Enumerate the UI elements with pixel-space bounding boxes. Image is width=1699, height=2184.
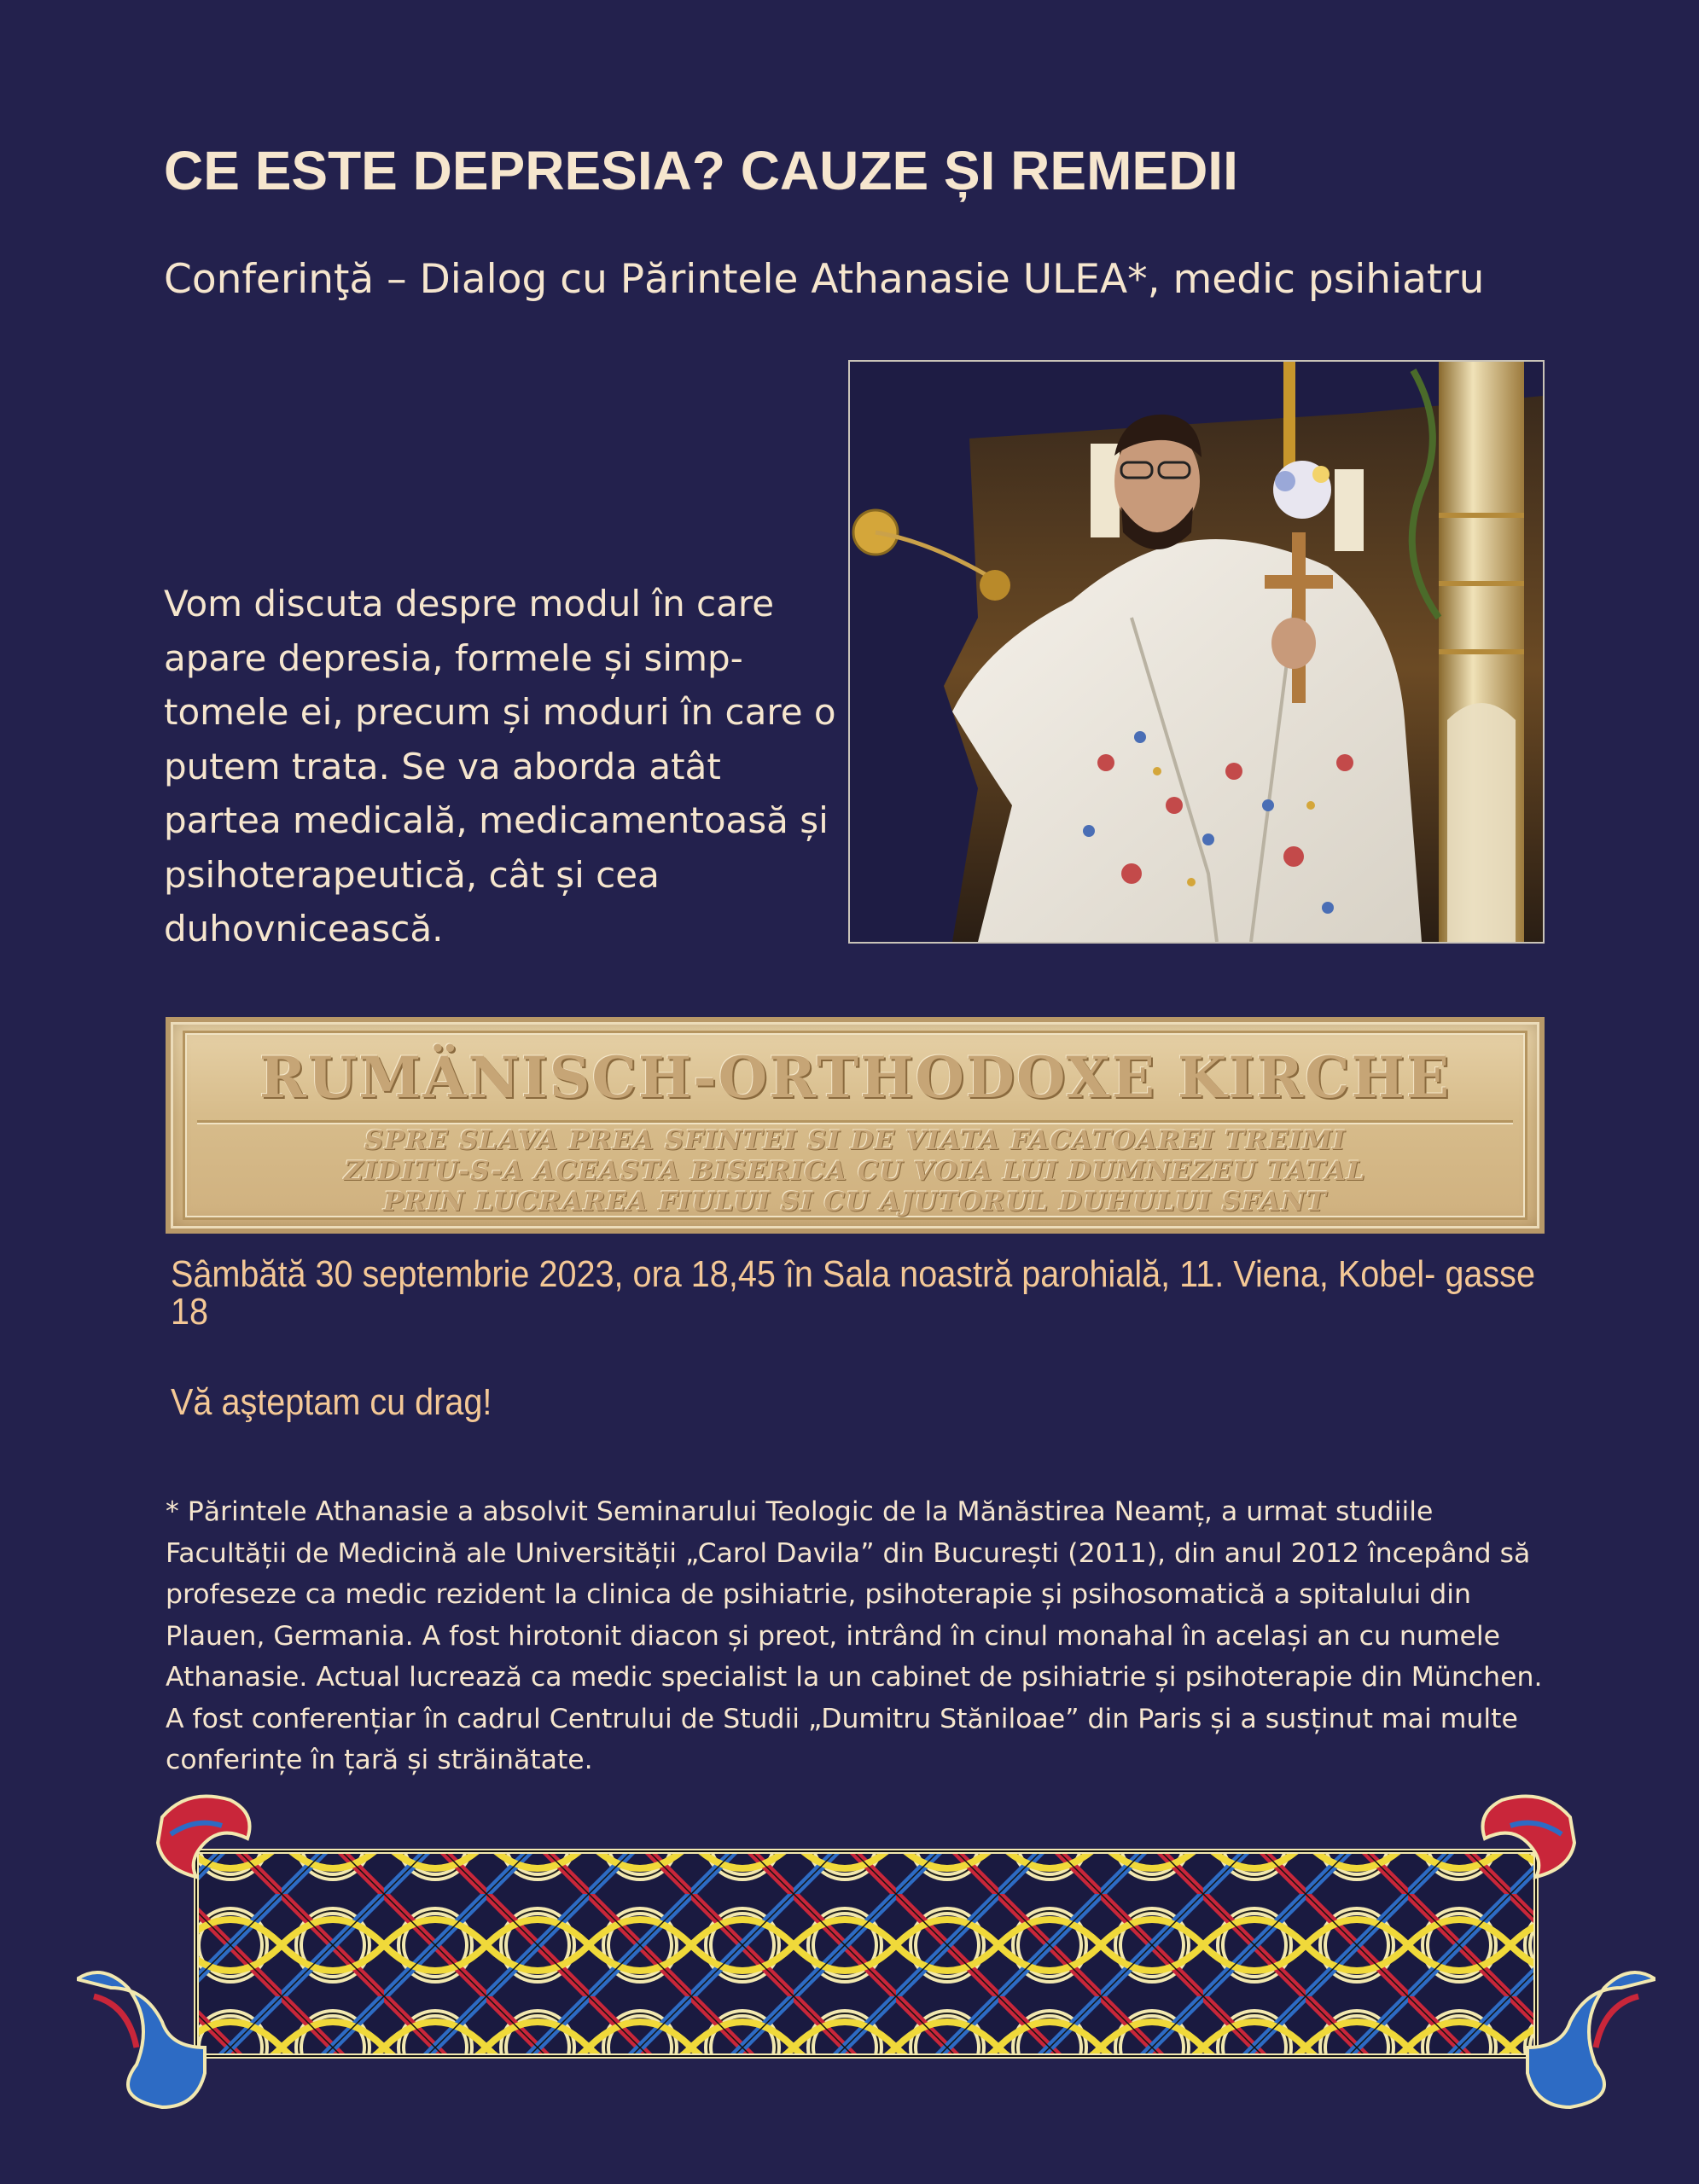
plaque-divider xyxy=(197,1120,1513,1123)
poster-title: CE ESTE DEPRESIA? CAUZE ȘI REMEDII xyxy=(164,140,1238,201)
priest-photo-illustration xyxy=(850,362,1543,942)
poster-subtitle: Conferinţă – Dialog cu Părintele Athanasie ULEA*, medic psihiatru xyxy=(164,256,1485,303)
ornament-illustration xyxy=(77,1792,1655,2116)
celtic-knot-ornament xyxy=(77,1792,1655,2119)
plaque-line: ZIDITU-S-A ACEASTA BISERICA CU VOIA LUI DUMNEZEU TATAL xyxy=(344,1156,1366,1187)
plaque-title: RUMÄNISCH-ORTHODOXE KIRCHE xyxy=(259,1044,1452,1111)
event-details: Sâmbătă 30 septembrie 2023, ora 18,45 în Sala noastră parohială, 11. Viena, Kobel- gasse 18 xyxy=(171,1253,1536,1333)
plaque-line: SPRE SLAVA PREA SFINTEI SI DE VIATA FACATOAREI TREIMI xyxy=(364,1125,1347,1156)
priest-photo xyxy=(848,360,1545,944)
intro-paragraph: Vom discuta despre modul în care apare depresia, formele și simp- tomele ei, precum și moduri în care o putem trata. Se va aborda atât partea medicală, medicamentoasă și psihoterapeutică, cât și cea duhovnicească. xyxy=(164,583,836,950)
plaque-frame xyxy=(183,1031,1527,1220)
closing-line: Vă aşteptam cu drag! xyxy=(171,1381,492,1423)
plaque-line: PRIN LUCRAREA FIULUI SI CU AJUTORUL DUHULUI SFANT xyxy=(383,1187,1327,1217)
footnote-bio: * Părintele Athanasie a absolvit Seminarului Teologic de la Mănăstirea Neamț, a urmat studiile Facultății de Medicină ale Universității „Carol Davila” din București (2011), din anul 2012 începând să profeseze ca medic rezident la clinica de psihiatrie, psihoterapie și psihosomatică a spitalului din Plauen, Germania. A fost hirotonit diacon și preot, intrând în cinul monahal în același an cu numele Athanasie. Actual lucrează ca medic specialist la un cabinet de psihiatrie și psihoterapie din München. A fost conferențiar în cadrul Centrului de Studii „Dumitru Stăniloae” din Paris și a susținut mai multe conferințe în țară și străinătate. xyxy=(166,1496,1543,1775)
church-plaque xyxy=(166,1017,1545,1234)
